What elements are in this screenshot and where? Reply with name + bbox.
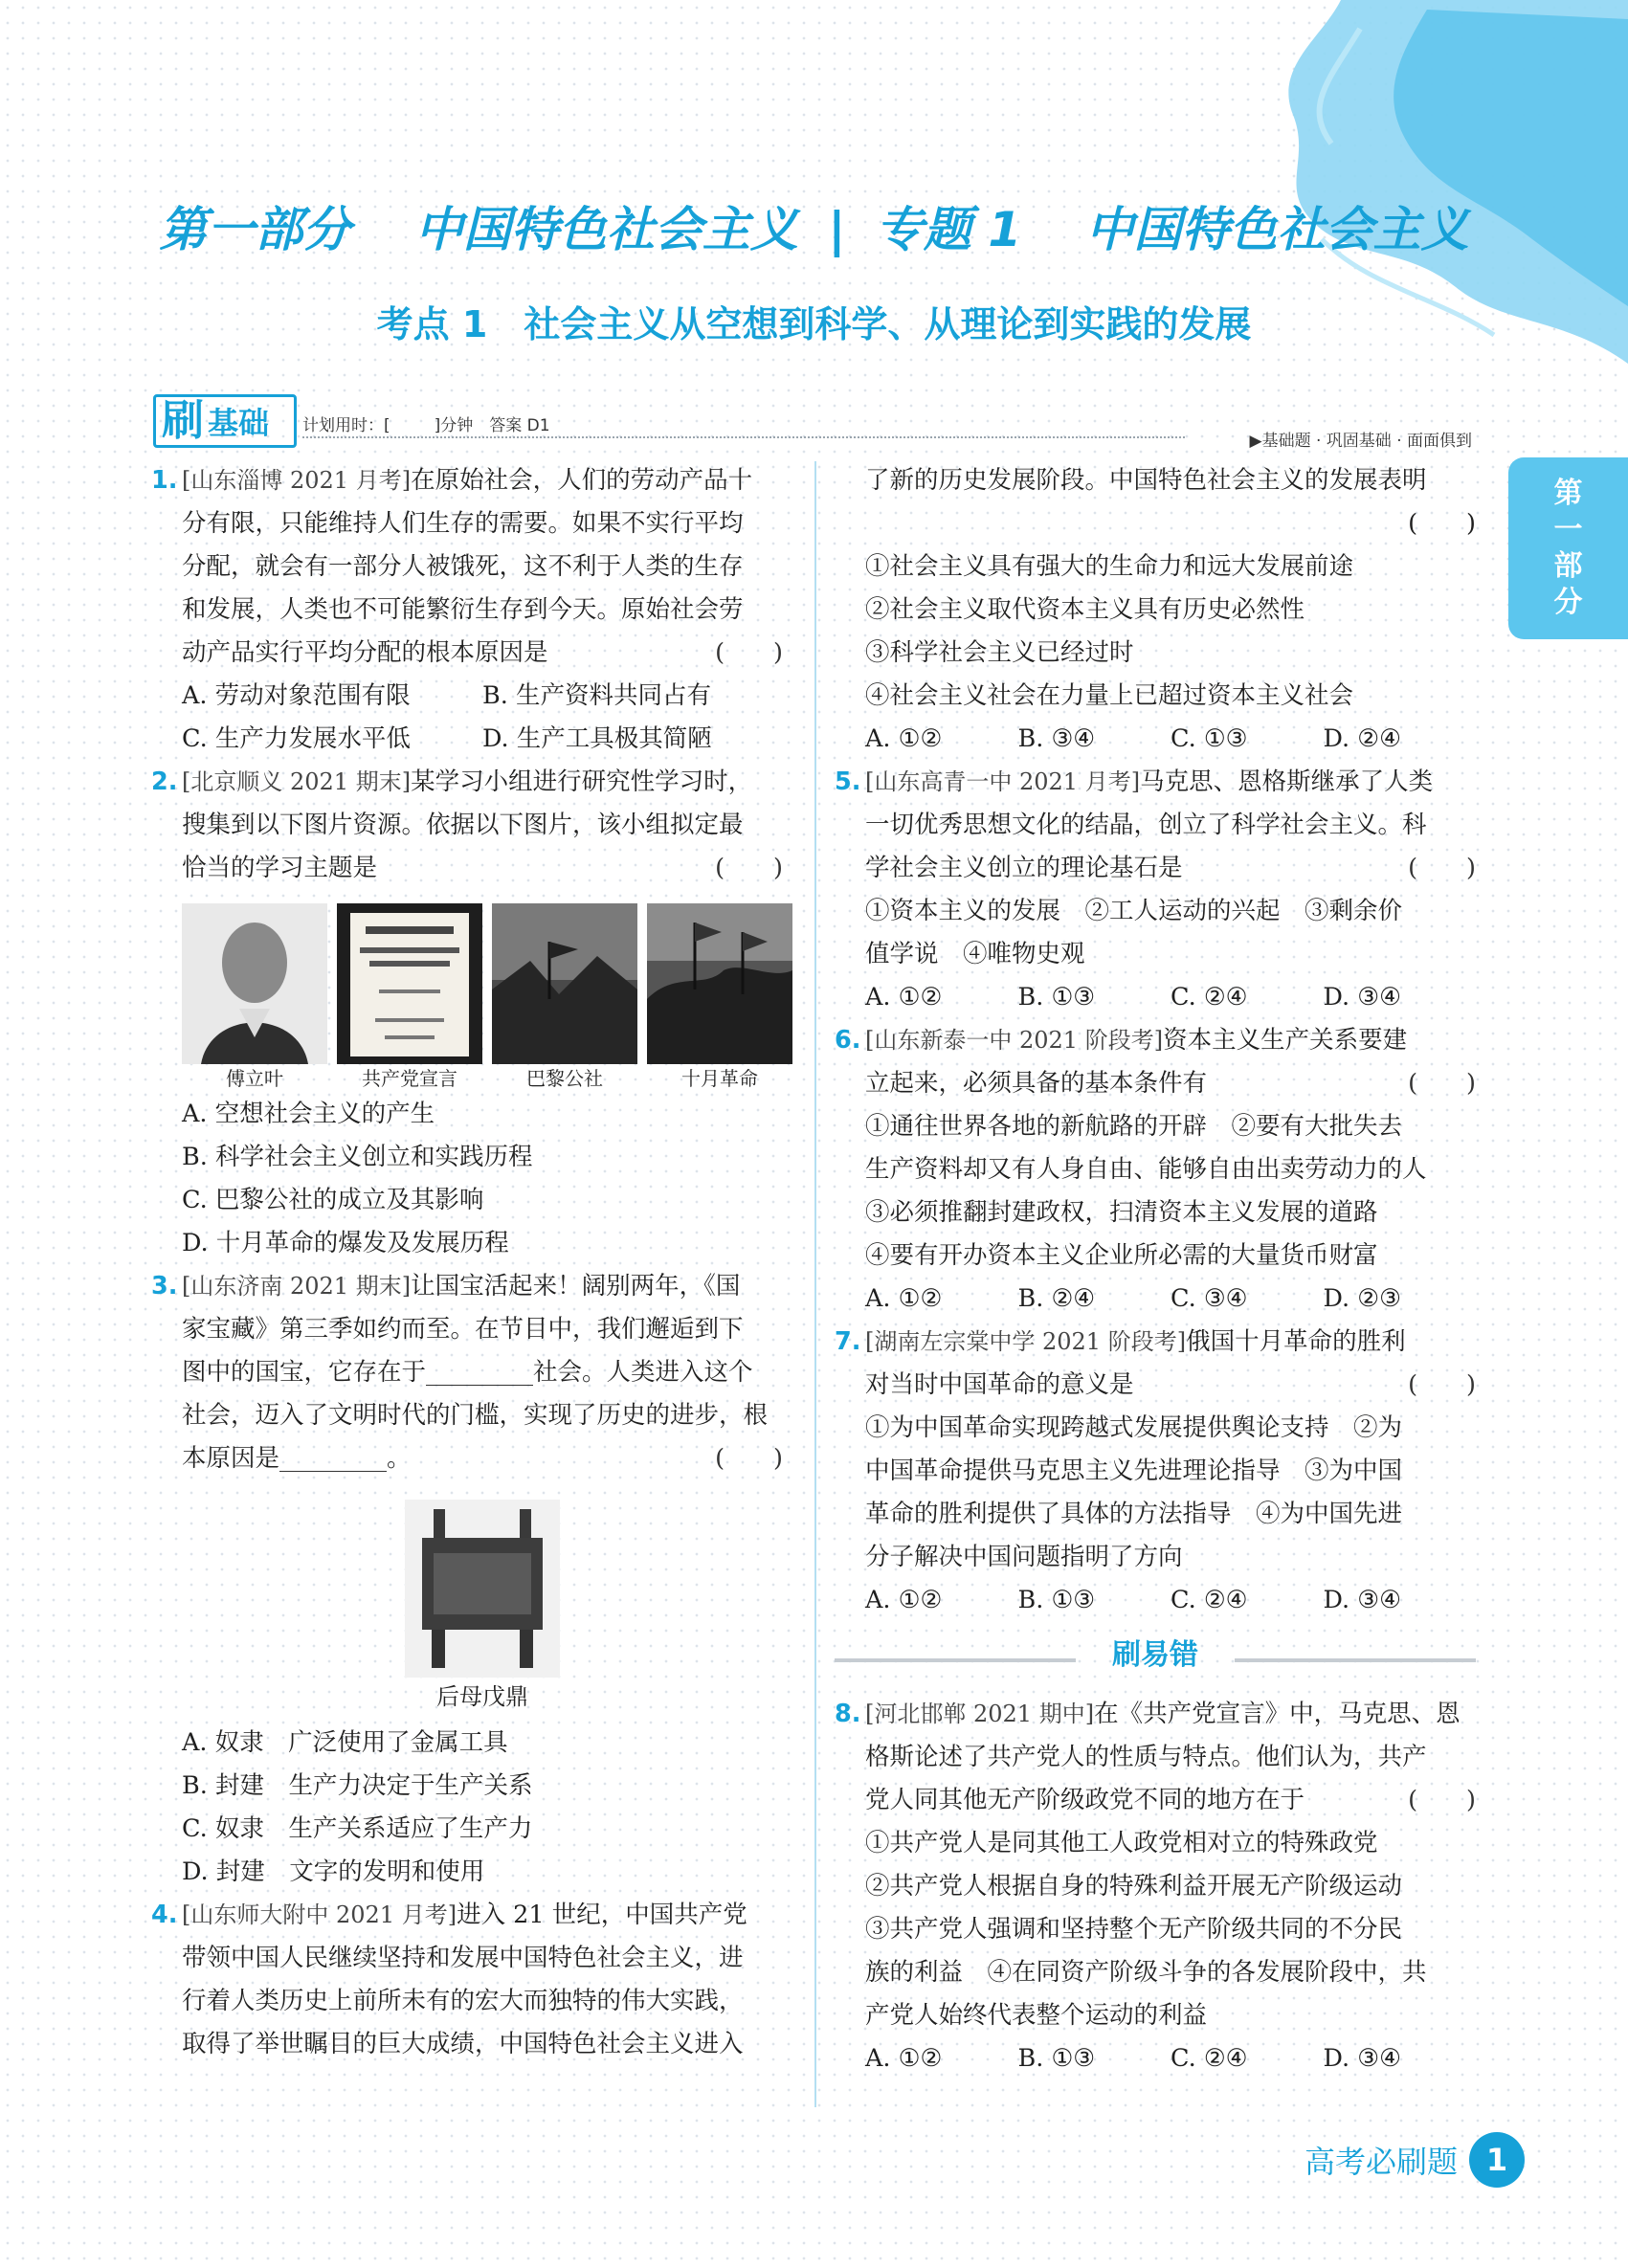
- option: B. 科学社会主义创立和实践历程: [182, 1143, 533, 1171]
- page-title: [0, 191, 1628, 260]
- option: D. 十月革命的爆发及发展历程: [182, 1229, 509, 1257]
- picture-fourier: 傅立叶: [182, 903, 327, 1093]
- question-source: [河北邯郸 2021 期中]: [865, 1701, 1095, 1727]
- section-header: [153, 394, 1472, 451]
- picture-october-revolution: 十月革命: [647, 903, 792, 1093]
- question-source: [山东高青一中 2021 月考]: [865, 768, 1141, 795]
- right-column: [835, 459, 1476, 2080]
- answer-paren: ( ): [715, 638, 783, 667]
- answer-paren: ( ): [1408, 1786, 1476, 1814]
- section-logo: 刷 基础: [153, 394, 297, 448]
- question-8: 8. [河北邯郸 2021 期中]在《共产党宣言》中，马克思、恩 格斯论述了共产党人的性质与特点。他们认为，共产 党人同其他无产阶级政党不同的地方在于 ( ) ①共产党人是同其他工人政党相对立的特殊政党 ②共产党人根据自身的特殊利益开展无产阶级运动 ③共产党人强调和坚持整个无产阶级共同的不分民 族的利益 ④在同资产阶级斗争的各发展阶段中，共 产党人始终代表整个运动的利益 A. ①② B. ①③ C. ②④ D. ③④: [835, 1700, 1476, 2073]
- book-name: 高考必刷题: [1304, 2144, 1458, 2180]
- side-tab-part-one[interactable]: 第 一 部 分: [1508, 457, 1628, 639]
- title-separator: |: [828, 202, 846, 257]
- fill-blank: [279, 1443, 387, 1472]
- question-7: 7. [湖南左宗棠中学 2021 阶段考]俄国十月革命的胜利 对当时中国革命的意义是 ( ) ①为中国革命实现跨越式发展提供舆论支持 ②为 中国革命提供马克思主义先进理论指导 ③为中国 革命的胜利提供了具体的方法指导 ④为中国先进 分子解决中国问题指明了方向 A. ①② B. ①③ C. ②④ D. ③④: [835, 1327, 1476, 1614]
- left-column: [151, 459, 783, 2066]
- question-source: [山东师大附中 2021 月考]: [182, 1901, 457, 1928]
- option: B. 封建 生产力决定于生产关系: [182, 1771, 533, 1800]
- option: D. 生产工具极其简陋: [482, 724, 712, 753]
- option: A. 劳动对象范围有限: [182, 681, 411, 710]
- section-tagline: ▶基础题 · 巩固基础 · 面面俱到: [1249, 432, 1472, 451]
- topic-label: 专题 1: [875, 202, 1022, 257]
- option: B. 生产资料共同占有: [482, 681, 711, 710]
- picture-paris-commune: 巴黎公社: [492, 903, 637, 1093]
- picture-manifesto: 共产党宣言: [337, 903, 482, 1093]
- page-footer: [1305, 2132, 1525, 2188]
- answer-paren: ( ): [1408, 1069, 1476, 1098]
- question-4: 4. [山东师大附中 2021 月考]进入 21 世纪，中国共产党 带领中国人民继续坚持和发展中国特色社会主义，进 行着人类历史上前所未有的宏大而独特的伟大实践， 取得了举世瞩目的巨大成绩，中国特色社会主义进入: [151, 1901, 747, 2058]
- option: C. 生产力发展水平低: [182, 724, 411, 753]
- page-subtitle: 考点 1 社会主义从空想到科学、从理论到实践的发展: [376, 303, 1252, 345]
- question-3: 3. [山东济南 2021 期末]让国宝活起来！阔别两年，《国 家宝藏》第三季如约而至。在节目中，我们邂逅到下 图中的国宝，它存在于 社会。人类进入这个 社会，迈入了文明时代的门槛，实现了历史的进步，根 本原因是 。 ( ) 后母戊鼎 A. 奴隶 广泛使用了金属工具 B. 封建 生产力决定于生产关系 C. 奴隶 生产关系适应了生产力 D. 封建 文字的发明和使用: [151, 1265, 783, 1894]
- fill-blank: [426, 1357, 533, 1386]
- question-source: [山东济南 2021 期末]: [182, 1273, 412, 1300]
- answer-paren: ( ): [1408, 1370, 1476, 1399]
- option: A. 奴隶 广泛使用了金属工具: [182, 1728, 508, 1757]
- question-6: 6. [山东新泰一中 2021 阶段考]资本主义生产关系要建 立起来，必须具备的基本条件有 ( ) ①通往世界各地的新航路的开辟 ②要有大批失去 生产资料却又有人身自由、能够自由出卖劳动力的人 ③必须推翻封建政权，扫清资本主义发展的道路 ④要有开办资本主义企业所必需的大量货币财富 A. ①② B. ②④ C. ③④ D. ②③: [835, 1026, 1476, 1313]
- option: C. 奴隶 生产关系适应了生产力: [182, 1814, 533, 1843]
- question-source: [湖南左宗棠中学 2021 阶段考]: [865, 1328, 1187, 1355]
- answer-paren: ( ): [1408, 854, 1476, 882]
- option: C. 巴黎公社的成立及其影响: [182, 1186, 484, 1214]
- answer-paren: ( ): [715, 854, 783, 882]
- option: A. 空想社会主义的产生: [182, 1100, 435, 1128]
- question-4-continued: 了新的历史发展阶段。中国特色社会主义的发展表明 ( ) ①社会主义具有强大的生命力和远大发展前途 ②社会主义取代资本主义具有历史必然性 ③科学社会主义已经过时 ④社会主义社会在力量上已超过资本主义社会 A. ①② B. ③④ C. ①③ D. ②④: [865, 466, 1476, 753]
- part-label: 第一部分: [159, 202, 351, 257]
- picture-row: [182, 903, 783, 1093]
- picture-ding: 后母戊鼎: [182, 1500, 783, 1716]
- answer-ref: 答案 D1: [489, 416, 550, 435]
- option: D. 封建 文字的发明和使用: [182, 1857, 485, 1886]
- question-source: [山东淄博 2021 月考]: [182, 467, 412, 494]
- topic-name: 中国特色社会主义: [1085, 202, 1469, 257]
- dotted-rule: [302, 436, 1185, 438]
- question-5: 5. [山东高青一中 2021 月考]马克思、恩格斯继承了人类 一切优秀思想文化的结晶，创立了科学社会主义。科 学社会主义创立的理论基石是 ( ) ①资本主义的发展 ②工人运动的兴起 ③剩余价 值学说 ④唯物史观 A. ①② B. ①③ C. ②④ D. ③④: [835, 767, 1476, 1012]
- question-source: [山东新泰一中 2021 阶段考]: [865, 1027, 1164, 1054]
- plan-time: 计划用时：[ ]分钟 答案 D1: [302, 416, 550, 435]
- question-1: 1. [山东淄博 2021 月考]在原始社会，人们的劳动产品十 分有限，只能维持人们生存的需要。如果不实行平均 分配，就会有一部分人被饿死，这不利于人类的生存 和发展，人类也不可能繁衍生存到今天。原始社会劳 动产品实行平均分配的根本原因是 ( ) A. 劳动对象范围有限 B. 生产资料共同占有 C. 生产力发展水平低 D. 生产工具极其简陋: [151, 459, 783, 761]
- column-divider: [814, 461, 816, 2107]
- question-source: [北京顺义 2021 期末]: [182, 768, 412, 795]
- answer-paren: ( ): [1408, 509, 1476, 538]
- theme-label: 中国特色社会主义: [414, 202, 798, 257]
- easy-mistakes-header: 刷易错: [835, 1628, 1476, 1691]
- page-number: 1: [1469, 2132, 1525, 2188]
- answer-paren: ( ): [715, 1444, 783, 1473]
- question-2: 2. [北京顺义 2021 期末]某学习小组进行研究性学习时， 搜集到以下图片资源。依据以下图片，该小组拟定最 恰当的学习主题是 ( ) 傅立叶 共产党宣言 巴黎公社 十月革命 A. 空想社会主义的产生 B. 科学社会主义创立和实践历程 C. 巴黎公社的成立及其影响 D. 十月革命的爆发及发展历程: [151, 761, 783, 1265]
